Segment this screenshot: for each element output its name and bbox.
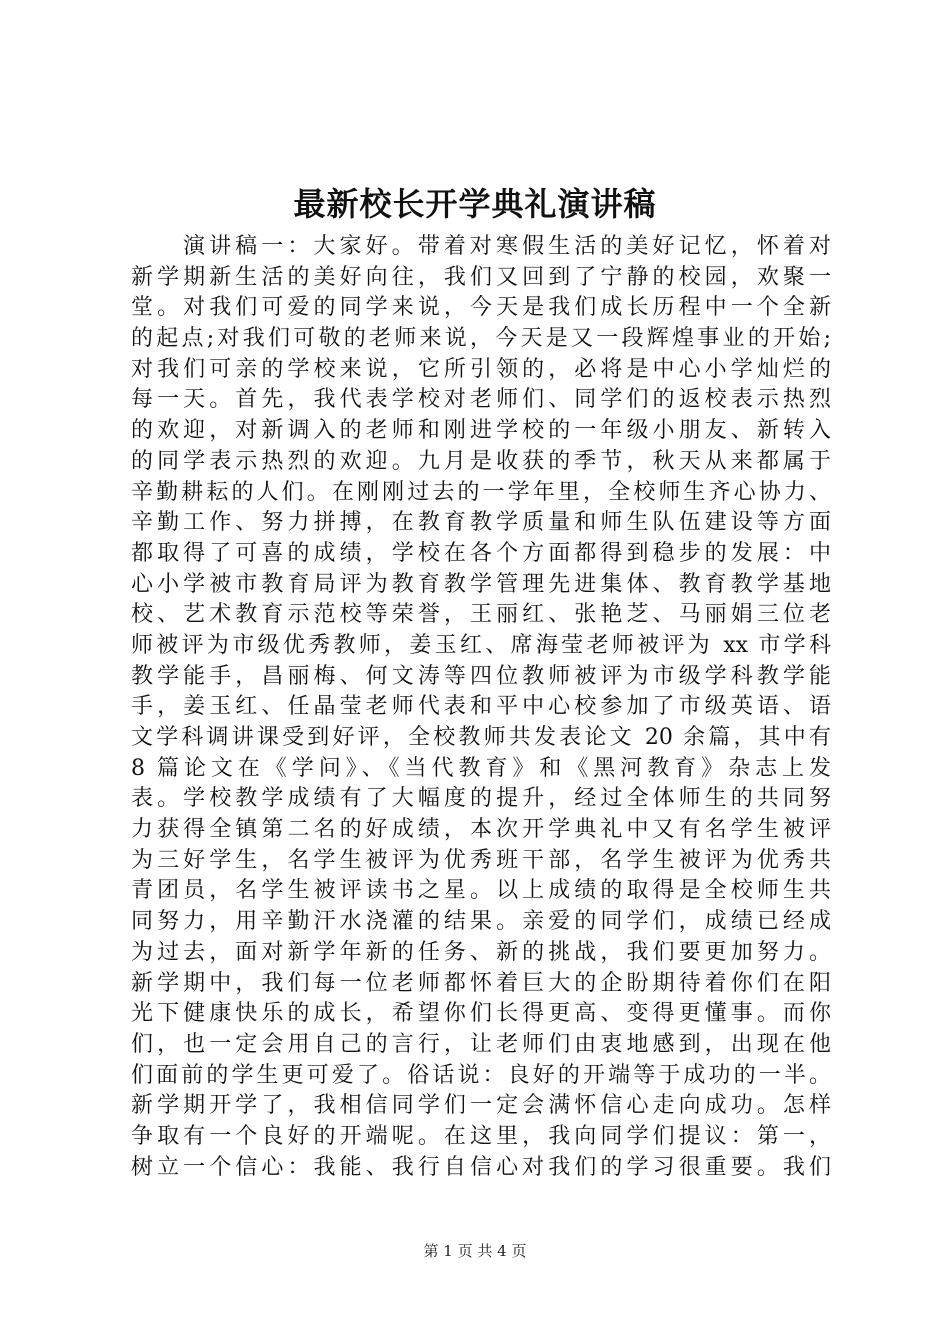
paragraph-line: 堂。对我们可爱的同学来说，今天是我们成长历程中一个全新 bbox=[131, 295, 831, 321]
paragraph-line: 都取得了可喜的成绩，学校在各个方面都得到稳步的发展：中 bbox=[131, 540, 831, 566]
paragraph-line: 校、艺术教育示范校等荣誉，王丽红、张艳芝、马丽娟三位老 bbox=[131, 602, 831, 628]
paragraph-line: 每一天。首先，我代表学校对老师们、同学们的返校表示热烈 bbox=[131, 387, 831, 413]
paragraph-line: 光下健康快乐的成长，希望你们长得更高、变得更懂事。而你 bbox=[131, 1001, 831, 1027]
paragraph-line: 表。学校教学成绩有了大幅度的提升，经过全体师生的共同努 bbox=[131, 786, 831, 812]
paragraph-line: 们面前的学生更可爱了。俗话说：良好的开端等于成功的一半。 bbox=[131, 1062, 831, 1088]
paragraph-line: 辛勤工作、努力拼搏，在教育教学质量和师生队伍建设等方面 bbox=[131, 510, 831, 536]
document-body bbox=[131, 232, 831, 1183]
paragraph-line: 文学科调讲课受到好评，全校教师共发表论文 20 余篇，其中有 bbox=[131, 725, 831, 750]
paragraph-line: 新学期开学了，我相信同学们一定会满怀信心走向成功。怎样 bbox=[131, 1093, 831, 1119]
paragraph-line: 的欢迎，对新调入的老师和刚进学校的一年级小朋友、新转入 bbox=[131, 418, 831, 444]
paragraph-line: 师被评为市级优秀教师，姜玉红、席海莹老师被评为 xx 市学科 bbox=[131, 632, 831, 658]
paragraph-line: 新学期新生活的美好向往，我们又回到了宁静的校园，欢聚一 bbox=[131, 264, 831, 290]
paragraph-line: 同努力，用辛勤汗水浇灌的结果。亲爱的同学们，成绩已经成 bbox=[131, 909, 831, 935]
paragraph-line: 的起点;对我们可敬的老师来说，今天是又一段辉煌事业的开始; bbox=[131, 326, 831, 352]
paragraph-line: 们，也一定会用自己的言行，让老师们由衷地感到，出现在他 bbox=[131, 1031, 831, 1057]
paragraph-line: 为过去，面对新学年新的任务、新的挑战，我们要更加努力。 bbox=[131, 939, 831, 965]
paragraph-line: 树立一个信心：我能、我行自信心对我们的学习很重要。我们 bbox=[131, 1154, 831, 1180]
paragraph-line: 心小学被市教育局评为教育教学管理先进集体、教育教学基地 bbox=[131, 571, 831, 597]
paragraph-line: 对我们可亲的学校来说，它所引领的，必将是中心小学灿烂的 bbox=[131, 356, 831, 382]
paragraph-line: 为三好学生，名学生被评为优秀班干部，名学生被评为优秀共 bbox=[131, 847, 831, 873]
paragraph-line: 新学期中，我们每一位老师都怀着巨大的企盼期待着你们在阳 bbox=[131, 970, 831, 996]
paragraph-line: 力获得全镇第二名的好成绩，本次开学典礼中又有名学生被评 bbox=[131, 817, 831, 843]
paragraph-line: 8 篇论文在《学问》、《当代教育》和《黑河教育》杂志上发 bbox=[131, 755, 831, 781]
paragraph-line: 的同学表示热烈的欢迎。九月是收获的季节，秋天从来都属于 bbox=[131, 448, 831, 474]
paragraph-line: 手，姜玉红、任晶莹老师代表和平中心校参加了市级英语、语 bbox=[131, 694, 831, 720]
document-title: 最新校长开学典礼演讲稿 bbox=[293, 185, 657, 223]
paragraph-line: 演讲稿一：大家好。带着对寒假生活的美好记忆，怀着对 bbox=[183, 234, 831, 259]
paragraph-line: 教学能手，昌丽梅、何文涛等四位教师被评为市级学科教学能 bbox=[131, 663, 831, 689]
paragraph-line: 青团员，名学生被评读书之星。以上成绩的取得是全校师生共 bbox=[131, 878, 831, 904]
paragraph-line: 争取有一个良好的开端呢。在这里，我向同学们提议：第一， bbox=[131, 1123, 831, 1149]
page-number: 第 1 页 共 4 页 bbox=[423, 1242, 527, 1260]
paragraph-line: 辛勤耕耘的人们。在刚刚过去的一学年里，全校师生齐心协力、 bbox=[131, 479, 831, 505]
